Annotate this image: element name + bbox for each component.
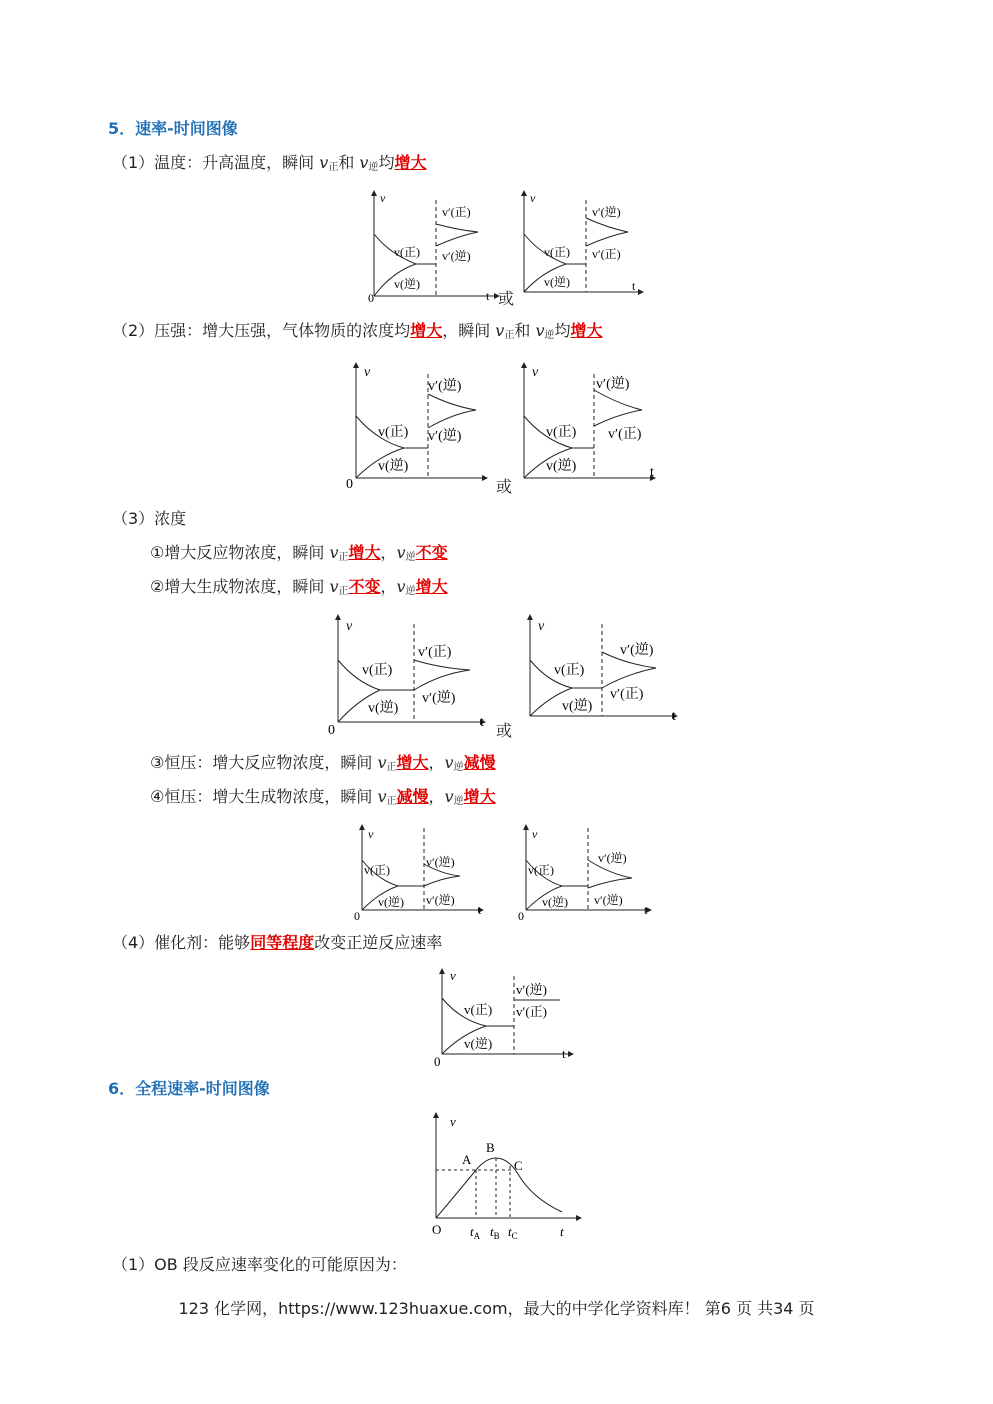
origin-label: O xyxy=(432,1222,442,1237)
axis-t: t xyxy=(644,903,648,917)
label-vp-zheng: v′(正) xyxy=(592,247,621,261)
label-v-zheng: v(正) xyxy=(554,663,585,678)
item-text: 均 xyxy=(378,153,395,172)
label-vp-ni: v′(逆) xyxy=(428,429,462,444)
symbol-v: v xyxy=(329,543,339,562)
item-concentration-d xyxy=(150,786,496,813)
symbol-v: v xyxy=(319,153,329,172)
item-concentration: （3）浓度 xyxy=(112,509,187,528)
graph-concentration-2 xyxy=(516,612,686,738)
item-text: ，瞬间 xyxy=(442,321,496,340)
item-catalyst xyxy=(112,932,442,954)
origin-label: 0 xyxy=(434,1054,441,1068)
label-v-ni: v(逆) xyxy=(464,1036,493,1051)
label-v-ni: v(逆) xyxy=(544,275,570,289)
symbol-v: v xyxy=(444,787,454,806)
point-a-label: A xyxy=(462,1152,472,1167)
answer-highlight: 增大 xyxy=(394,153,427,172)
item-text: ， xyxy=(428,753,445,772)
label-vp-ni: v′(逆) xyxy=(596,377,630,392)
item-text: ， xyxy=(380,577,397,596)
answer-highlight: 减慢 xyxy=(396,787,429,806)
label-vp-zheng: v′(正) xyxy=(418,645,452,660)
label-vp-ni: v′(逆) xyxy=(422,691,456,706)
axis-v: v xyxy=(538,619,545,634)
answer-highlight: 增大 xyxy=(415,577,448,596)
label-v-ni: v(逆) xyxy=(546,459,577,474)
axis-t: t xyxy=(480,715,484,730)
label-v-ni: v(逆) xyxy=(368,701,399,716)
answer-highlight: 不变 xyxy=(415,543,448,562)
symbol-v: v xyxy=(444,753,454,772)
page-footer: 123 化学网，https://www.123huaxue.com，最大的中学化学资料库！ 第6 页 共34 页 xyxy=(178,1299,815,1318)
graph-catalyst xyxy=(430,966,580,1068)
item-text: （4）催化剂：能够 xyxy=(112,933,251,952)
subscript-zheng: 正 xyxy=(338,586,349,597)
answer-highlight: 增大 xyxy=(570,321,603,340)
item-text: 和 xyxy=(514,321,536,340)
axis-v: v xyxy=(380,191,386,205)
tick-ta: $t_A$ xyxy=(470,1224,481,1241)
axis-v: v xyxy=(530,191,536,205)
subscript-zheng: 正 xyxy=(386,796,397,807)
axis-v: v xyxy=(450,968,456,983)
label-v-zheng: v(正) xyxy=(394,245,420,259)
item-text: ①增大反应物浓度，瞬间 xyxy=(150,543,330,562)
axis-v: v xyxy=(450,1114,456,1129)
axis-v: v xyxy=(532,365,539,380)
label-vp-ni: v′(逆) xyxy=(594,893,623,907)
item-concentration-b xyxy=(150,576,448,603)
label-vp-zheng: v′(正) xyxy=(608,427,642,442)
label-vp-ni: v′(逆) xyxy=(426,893,455,907)
subscript-ni: 逆 xyxy=(368,162,379,173)
section-6-title: 6．全程速率-时间图像 xyxy=(108,1079,270,1098)
label-vp-ni: v′(逆) xyxy=(592,205,621,219)
graph-constant-pressure-2 xyxy=(514,822,654,922)
label-vp-ni: v′(逆) xyxy=(428,379,462,394)
symbol-v: v xyxy=(377,787,387,806)
graph-full-process xyxy=(422,1108,592,1248)
label-vp-ni: v′(逆) xyxy=(516,982,548,997)
label-v-zheng: v(正) xyxy=(546,425,577,440)
label-v-zheng: v(正) xyxy=(364,863,390,877)
symbol-v: v xyxy=(396,577,406,596)
symbol-v: v xyxy=(377,753,387,772)
tick-tb: $t_B$ xyxy=(490,1224,500,1241)
section-5-title: 5．速率-时间图像 xyxy=(108,119,238,138)
origin-label: 0 xyxy=(368,291,374,305)
item-text: （1）温度：升高温度，瞬间 xyxy=(112,153,320,172)
item-text: ， xyxy=(380,543,397,562)
label-v-zheng: v(正) xyxy=(362,663,393,678)
item-text: ， xyxy=(428,787,445,806)
item-text: ②增大生成物浓度，瞬间 xyxy=(150,577,330,596)
subscript-ni: 逆 xyxy=(544,330,555,341)
subscript-zheng: 正 xyxy=(338,552,349,563)
point-c-label: C xyxy=(514,1158,523,1173)
symbol-v: v xyxy=(495,321,505,340)
axis-v: v xyxy=(364,365,371,380)
item-text: 和 xyxy=(338,153,360,172)
subscript-zheng: 正 xyxy=(504,330,515,341)
item-text: 均 xyxy=(554,321,571,340)
symbol-v: v xyxy=(329,577,339,596)
subscript-ni: 逆 xyxy=(405,552,416,563)
item-concentration-c xyxy=(150,752,496,779)
label-v-zheng: v(正) xyxy=(378,425,409,440)
answer-highlight: 不变 xyxy=(348,577,381,596)
label-v-ni: v(逆) xyxy=(394,277,420,291)
label-vp-zheng: v′(正) xyxy=(610,687,644,702)
subscript-zheng: 正 xyxy=(328,162,339,173)
answer-highlight: 同等程度 xyxy=(250,933,315,952)
graph-temperature-1 xyxy=(360,188,500,306)
graph-pressure-2 xyxy=(510,360,660,490)
origin-label: 0 xyxy=(354,909,360,922)
graph-concentration-1 xyxy=(324,612,494,738)
answer-highlight: 增大 xyxy=(348,543,381,562)
label-v-zheng: v(正) xyxy=(464,1002,493,1017)
or-label: 或 xyxy=(498,289,515,308)
graph-constant-pressure-1 xyxy=(350,822,490,922)
axis-v: v xyxy=(532,827,538,841)
item-text: （2）压强：增大压强，气体物质的浓度均 xyxy=(112,321,411,340)
item-pressure xyxy=(112,320,603,347)
item-concentration-a xyxy=(150,542,448,569)
item-text: ③恒压：增大反应物浓度，瞬间 xyxy=(150,753,378,772)
label-v-ni: v(逆) xyxy=(562,699,593,714)
item-ob-segment: （1）OB 段反应速率变化的可能原因为： xyxy=(112,1255,407,1274)
axis-t: t xyxy=(650,465,654,480)
label-v-zheng: v(正) xyxy=(544,245,570,259)
tick-tc: $t_C$ xyxy=(508,1224,518,1241)
axis-v: v xyxy=(368,827,374,841)
subscript-ni: 逆 xyxy=(453,796,464,807)
label-vp-ni: v′(逆) xyxy=(620,643,654,658)
axis-t: t xyxy=(562,1046,566,1061)
answer-highlight: 减慢 xyxy=(463,753,496,772)
subscript-ni: 逆 xyxy=(453,762,464,773)
answer-highlight: 增大 xyxy=(396,753,429,772)
or-label: 或 xyxy=(496,477,513,496)
label-vp-ni: v′(逆) xyxy=(426,855,455,869)
axis-t: t xyxy=(632,279,636,293)
graph-temperature-2 xyxy=(510,188,650,306)
axis-t: t xyxy=(486,289,490,303)
label-vp-ni: v′(逆) xyxy=(442,249,471,263)
subscript-ni: 逆 xyxy=(405,586,416,597)
item-temperature xyxy=(112,152,427,179)
origin-label: 0 xyxy=(328,723,335,738)
symbol-v: v xyxy=(359,153,369,172)
symbol-v: v xyxy=(535,321,545,340)
axis-t: t xyxy=(560,1224,564,1239)
point-b-label: B xyxy=(486,1140,495,1155)
item-text: 改变正逆反应速率 xyxy=(314,933,443,952)
graph-pressure-1 xyxy=(342,360,492,490)
label-vp-zheng: v′(正) xyxy=(442,205,471,219)
label-v-ni: v(逆) xyxy=(378,459,409,474)
label-v-zheng: v(正) xyxy=(528,863,554,877)
subscript-zheng: 正 xyxy=(386,762,397,773)
answer-highlight: 增大 xyxy=(463,787,496,806)
label-v-ni: v(逆) xyxy=(542,895,568,909)
origin-label: 0 xyxy=(346,477,353,490)
symbol-v: v xyxy=(396,543,406,562)
or-label: 或 xyxy=(496,721,513,740)
axis-t: t xyxy=(478,903,482,917)
label-vp-zheng: v′(正) xyxy=(516,1004,548,1019)
answer-highlight: 增大 xyxy=(410,321,443,340)
item-text: ④恒压：增大生成物浓度，瞬间 xyxy=(150,787,378,806)
axis-v: v xyxy=(346,619,353,634)
axis-t: t xyxy=(672,709,676,724)
label-v-ni: v(逆) xyxy=(378,895,404,909)
origin-label: 0 xyxy=(518,909,524,922)
label-vp-ni: v′(逆) xyxy=(598,851,627,865)
